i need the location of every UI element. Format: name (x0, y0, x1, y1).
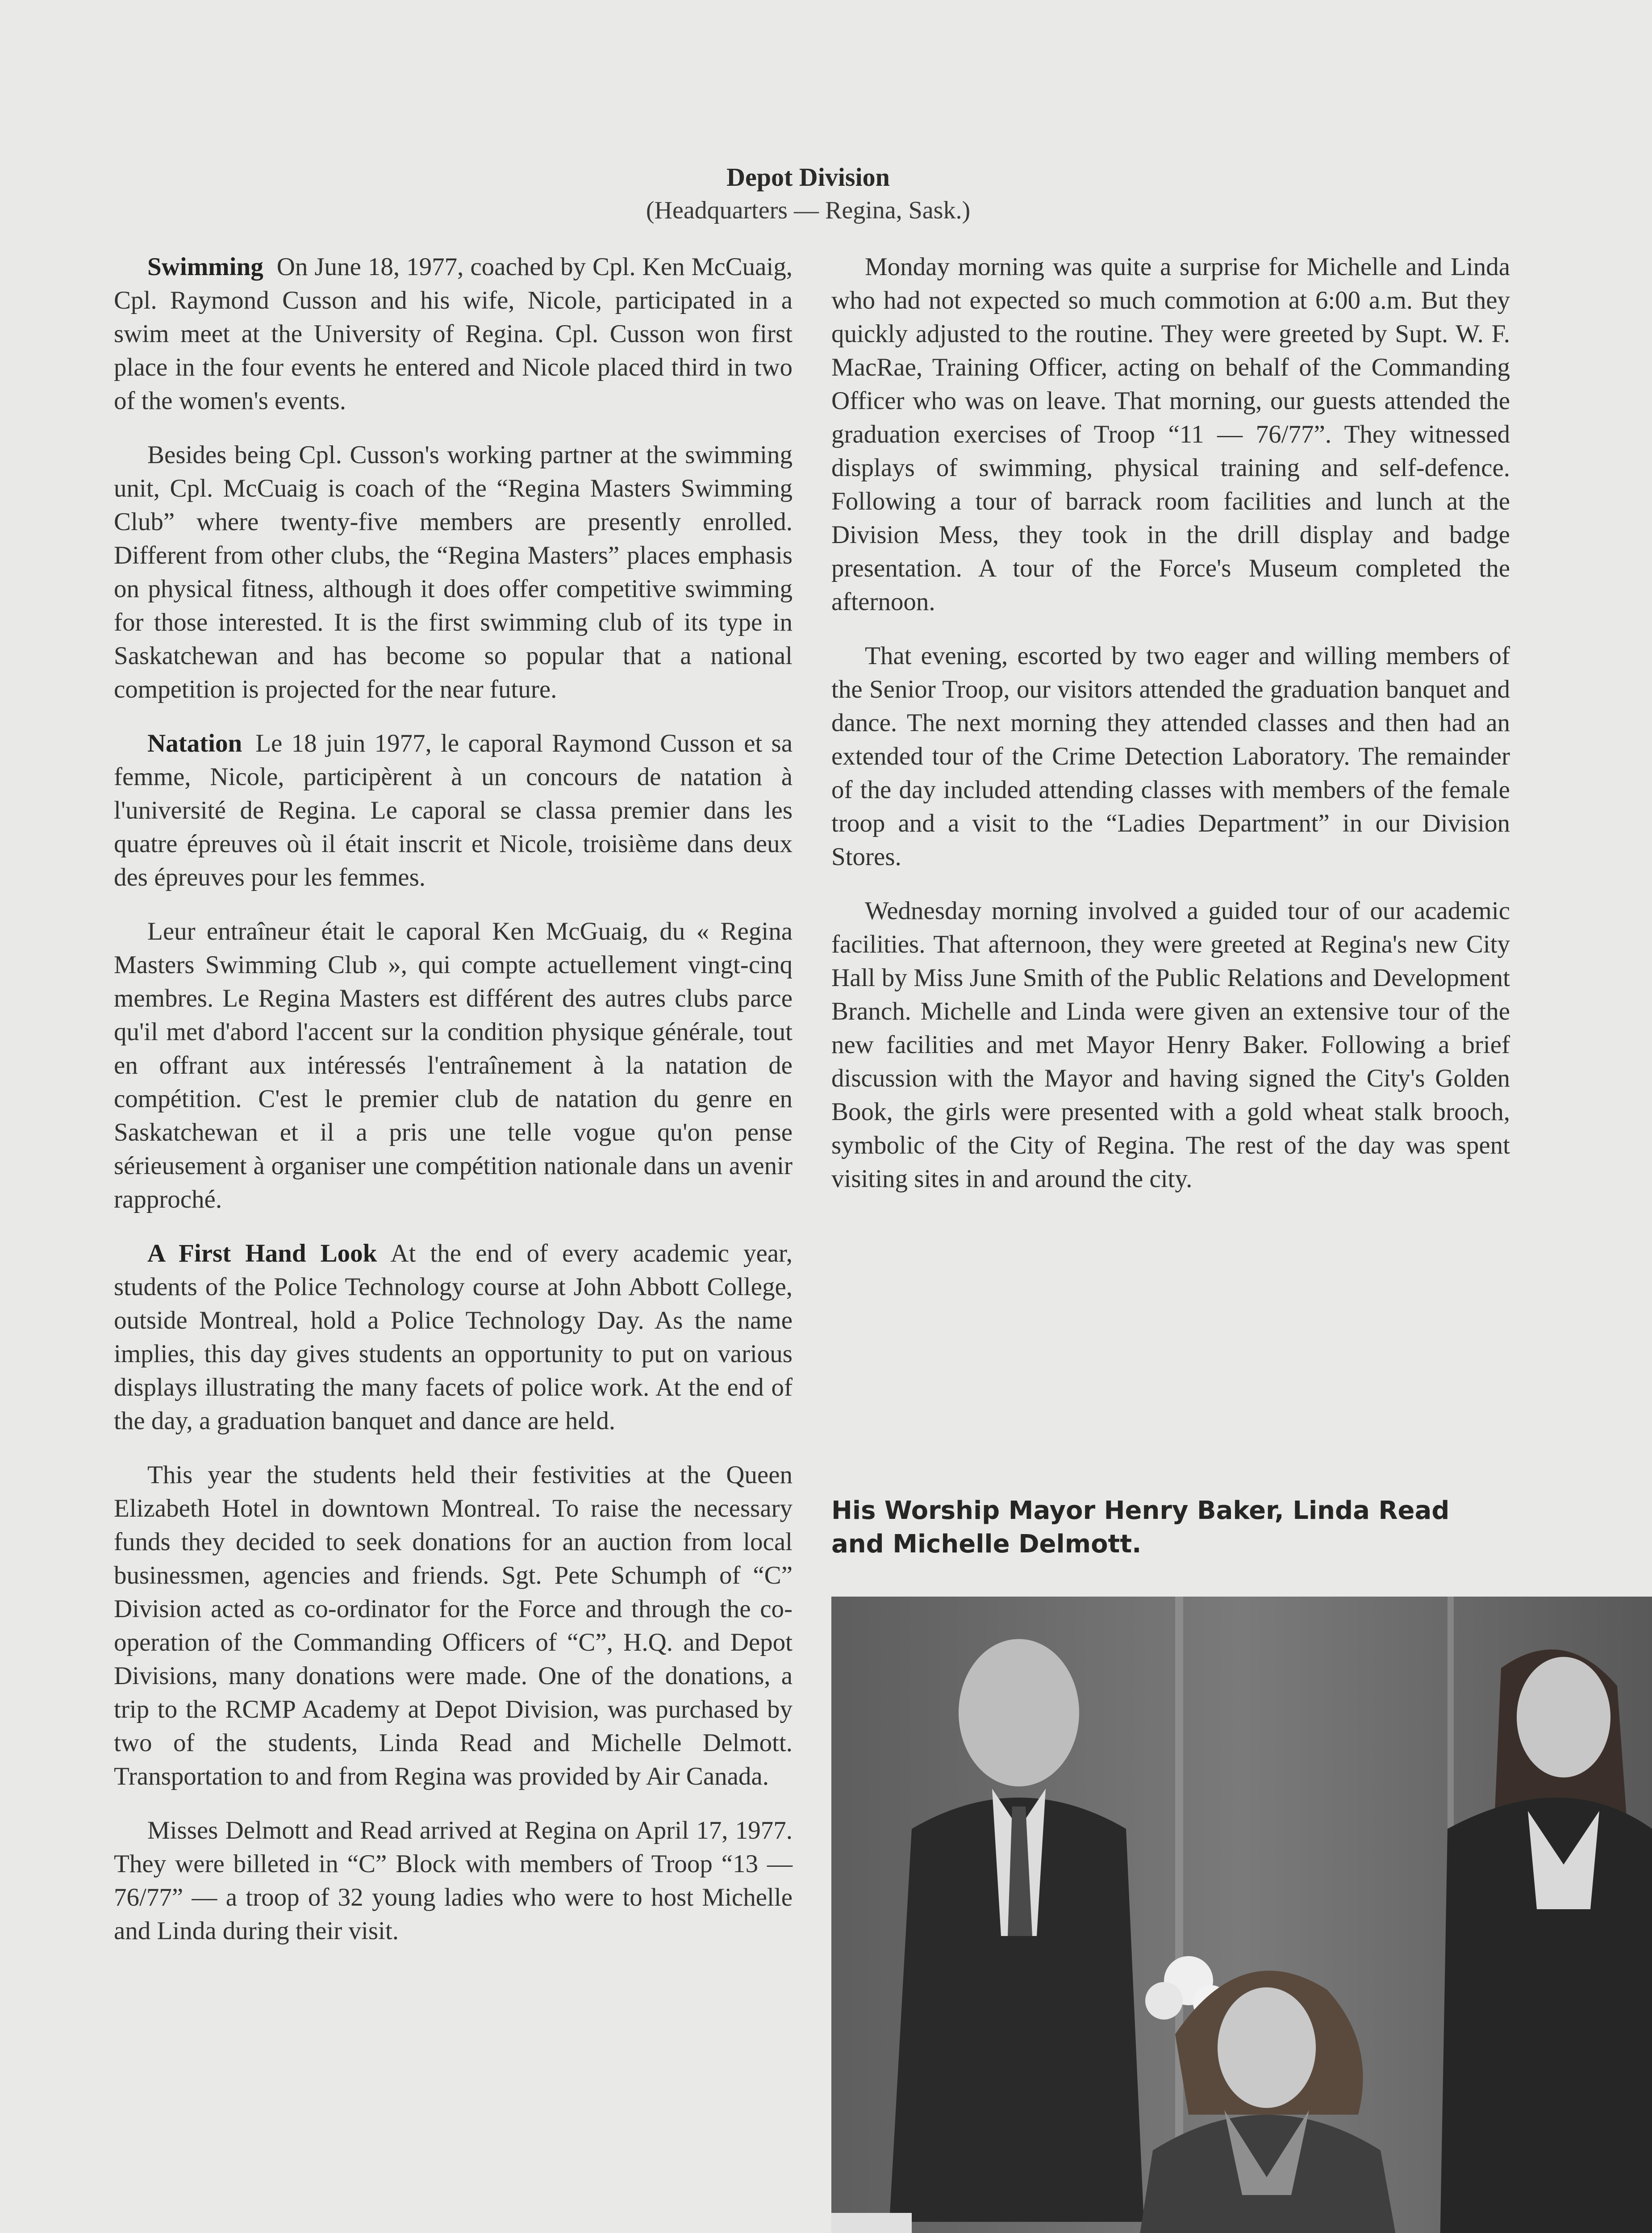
section-header (594, 161, 1022, 227)
paragraph-text: This year the students held their festivities at the Queen Elizabeth Hotel in downtown Montreal. To raise the necessary funds they decided to seek donations for an auction from local businessmen, agencies and friends. Sgt. Pete Schumph of “C” Division acted as co-ordinator for the Force and through the co-operation of the Commanding Officers of “C”, H.Q. and Depot Divisions, many donations were made. One of the donations, a trip to the RCMP Academy at Depot Division, was purchased by two of the students, Linda Read and Michelle Delmott. Transportation to and from Regina was provided by Air Canada. (114, 1461, 793, 1790)
paragraph-wednesday (831, 894, 1510, 1196)
photo-mayor-and-visitors (831, 1597, 1652, 2233)
left-column (114, 250, 793, 1968)
paragraph-text: Misses Delmott and Read arrived at Regina on April 17, 1977. They were billeted in “C” Block with members of Troop “13 — 76/77” — a troop of 32 young ladies who were to host Michelle and Linda during their visit. (114, 1816, 793, 1945)
paragraph-regina-masters (114, 438, 793, 706)
photo-caption: His Worship Mayor Henry Baker, Linda Read and Michelle Delmott. (831, 1496, 1450, 1559)
lead-first-hand-look: A First Hand Look (147, 1239, 377, 1267)
paragraph-text: At the end of every academic year, students of the Police Technology course at John Abbott College, outside Montreal, hold a Police Technology Day. As the name implies, this day gives students an opportunity to put on various displays illustrating the many facets of police work. At the end of the day, a graduation banquet and dance are held. (114, 1239, 793, 1435)
section-subtitle: (Headquarters — Regina, Sask.) (646, 197, 971, 224)
paragraph-text: On June 18, 1977, coached by Cpl. Ken McCuaig, Cpl. Raymond Cusson and his wife, Nicole, participated in a swim meet at the University of Regina. Cpl. Cusson won first place in the four events he entered and Nicole placed third in two of the women's events. (114, 253, 793, 415)
right-column (831, 250, 1510, 1216)
lead-natation: Natation (147, 729, 242, 757)
paragraph-text: That evening, escorted by two eager and willing members of the Senior Troop, our visitors attended the graduation banquet and dance. The next morning they attended classes and then had an extended tour of the Crime Detection Laboratory. The remainder of the day included attending classes with members of the female troop and a visit to the “Ladies Department” in our Division Stores. (831, 642, 1510, 871)
paragraph-festivities (114, 1458, 793, 1793)
section-title: Depot Division (726, 163, 890, 192)
paragraph-text: Wednesday morning involved a guided tour of our academic facilities. That afternoon, they were greeted at Regina's new City Hall by Miss June Smith of the Public Relations and Development Branch. Michelle and Linda were given an extensive tour of the new facilities and met Mayor Henry Baker. Following a brief discussion with the Mayor and having signed the City's Golden Book, the girls were presented with a gold wheat stalk brooch, symbolic of the City of Regina. The rest of the day was spent visiting sites in and around the city. (831, 897, 1510, 1193)
paragraph-natation (114, 727, 793, 894)
paragraph-arrival (114, 1814, 793, 1948)
paragraph-entraineur (114, 915, 793, 1216)
paragraph-first-hand-look (114, 1237, 793, 1438)
paragraph-monday (831, 250, 1510, 619)
paragraph-text: Leur entraîneur était le caporal Ken McGuaig, du « Regina Masters Swimming Club », qui compte actuellement vingt-cinq membres. Le Regina Masters est différent des autres clubs parce qu'il met d'abord l'accent sur la condition physique générale, tout en offrant aux intéressés l'entraînement à la natation de compétition. C'est le premier club de natation du genre en Saskatchewan et il a pris une telle vogue qu'on pense sérieusement à organiser une compétition nationale dans un avenir rapproché. (114, 917, 793, 1213)
paragraph-text: Monday morning was quite a surprise for Michelle and Linda who had not expected so much commotion at 6:00 a.m. But they quickly adjusted to the routine. They were greeted by Supt. W. F. MacRae, Training Officer, acting on behalf of the Commanding Officer who was on leave. That morning, our guests attended the graduation exercises of Troop “11 — 76/77”. They witnessed displays of swimming, physical training and self-defence. Following a tour of barrack room facilities and lunch at the Division Mess, they took in the drill display and badge presentation. A tour of the Force's Museum completed the afternoon. (831, 253, 1510, 616)
lead-swimming: Swimming (147, 253, 263, 281)
paragraph-swimming (114, 250, 793, 418)
paragraph-evening (831, 639, 1510, 874)
paragraph-text: Le 18 juin 1977, le caporal Raymond Cusson et sa femme, Nicole, participèrent à un concours de natation à l'université de Regina. Le caporal se classa premier dans les quatre épreuves où il était inscrit et Nicole, troisième dans deux des épreuves pour les femmes. (114, 729, 793, 891)
paragraph-text: Besides being Cpl. Cusson's working partner at the swimming unit, Cpl. McCuaig is coach of the “Regina Masters Swimming Club” where twenty-five members are presently enrolled. Different from other clubs, the “Regina Masters” places emphasis on physical fitness, although it does offer competitive swimming for those interested. It is the first swimming club of its type in Saskatchewan and has become so popular that a national competition is projected for the near future. (114, 441, 793, 703)
